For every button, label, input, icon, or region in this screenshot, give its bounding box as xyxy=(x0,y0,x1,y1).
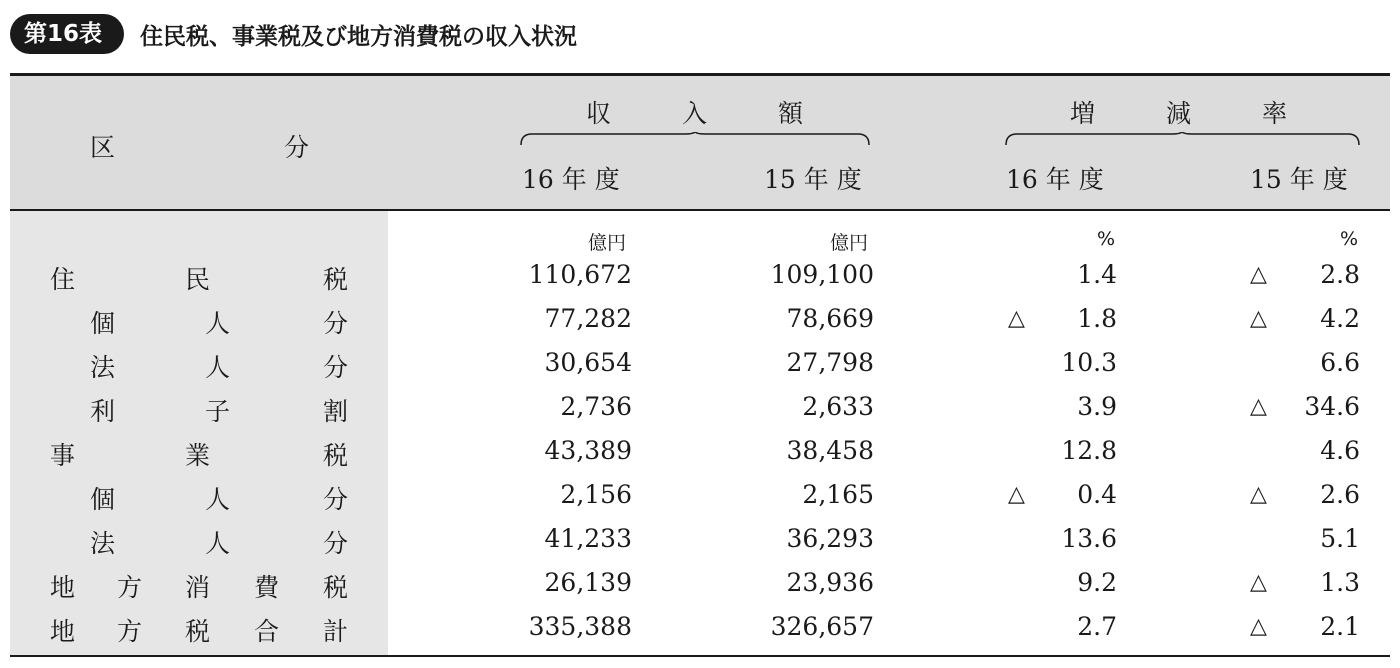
amount-16-cell: 77,282 xyxy=(544,304,632,333)
row-label-char: 方 xyxy=(117,573,143,602)
header-amount-char-2: 入 xyxy=(682,99,708,128)
decrease-marker: △ xyxy=(1250,614,1267,639)
rate-16-cell: 1.4 xyxy=(1077,260,1117,289)
row-label-char: 法 xyxy=(90,353,116,382)
row-label-char: 地 xyxy=(50,617,76,646)
row-label-char: 計 xyxy=(323,617,349,646)
rate-15-cell: 1.3 xyxy=(1320,568,1360,597)
row-label-char: 住 xyxy=(50,265,76,294)
row-label-char: 分 xyxy=(323,309,349,338)
rate-group-brace xyxy=(1005,132,1360,146)
unit-rate-15: % xyxy=(1340,228,1359,250)
amount-16-cell: 41,233 xyxy=(544,524,632,553)
row-label-char: 消 xyxy=(185,573,211,602)
rate-15-cell: 4.6 xyxy=(1320,436,1360,465)
rate-16-cell: 3.9 xyxy=(1077,392,1117,421)
amount-15-cell: 78,669 xyxy=(786,304,874,333)
header-rate-char-3: 率 xyxy=(1262,99,1288,128)
row-label-char: 個 xyxy=(90,309,116,338)
rate-15-cell: 2.8 xyxy=(1320,260,1360,289)
row-label-char: 事 xyxy=(50,441,76,470)
row-label-char: 税 xyxy=(323,441,349,470)
amount-16-cell: 43,389 xyxy=(544,436,632,465)
table-row xyxy=(0,256,1400,300)
row-label-char: 人 xyxy=(205,353,231,382)
amount-15-cell: 36,293 xyxy=(786,524,874,553)
header-kubun-char-1: 区 xyxy=(90,133,116,162)
decrease-marker: △ xyxy=(1008,306,1025,331)
rate-16-cell: 0.4 xyxy=(1077,480,1117,509)
row-label-char: 費 xyxy=(254,573,280,602)
rate-16-cell: 12.8 xyxy=(1061,436,1117,465)
unit-amount-15: 億円 xyxy=(830,232,869,254)
unit-rate-16: % xyxy=(1097,228,1116,250)
table-title-bar xyxy=(10,12,577,56)
amount-group-brace xyxy=(520,132,870,146)
row-label-char: 分 xyxy=(323,529,349,558)
row-label-char: 合 xyxy=(254,617,280,646)
row-label-char: 地 xyxy=(50,573,76,602)
decrease-marker: △ xyxy=(1250,306,1267,331)
decrease-marker: △ xyxy=(1008,482,1025,507)
header-amount-15: 15 年 度 xyxy=(764,165,862,194)
row-label-char: 利 xyxy=(90,397,116,426)
unit-amount-16: 億円 xyxy=(588,232,627,254)
bottom-rule xyxy=(10,655,1390,657)
row-label-char: 人 xyxy=(205,309,231,338)
amount-15-cell: 2,633 xyxy=(802,392,874,421)
amount-15-cell: 27,798 xyxy=(786,348,874,377)
table-row xyxy=(0,564,1400,608)
rate-15-cell: 4.2 xyxy=(1320,304,1360,333)
row-label-char: 子 xyxy=(205,397,231,426)
decrease-marker: △ xyxy=(1250,262,1267,287)
table-row xyxy=(0,388,1400,432)
table-row xyxy=(0,432,1400,476)
decrease-marker: △ xyxy=(1250,570,1267,595)
amount-16-cell: 2,156 xyxy=(560,480,632,509)
row-label-char: 人 xyxy=(205,485,231,514)
row-label-char: 税 xyxy=(323,573,349,602)
rate-15-cell: 2.6 xyxy=(1320,480,1360,509)
header-rate-16: 16 年 度 xyxy=(1006,165,1104,194)
amount-16-cell: 2,736 xyxy=(560,392,632,421)
row-label-char: 個 xyxy=(90,485,116,514)
amount-15-cell: 23,936 xyxy=(786,568,874,597)
amount-16-cell: 110,672 xyxy=(528,260,632,289)
row-label-char: 分 xyxy=(323,353,349,382)
header-amount-char-1: 収 xyxy=(586,99,612,128)
header-rate-char-2: 減 xyxy=(1166,99,1192,128)
table-number-badge: 第16表 xyxy=(10,14,124,54)
rate-15-cell: 34.6 xyxy=(1304,392,1360,421)
top-rule xyxy=(10,73,1390,76)
row-label-char: 民 xyxy=(185,265,211,294)
table-row xyxy=(0,344,1400,388)
table-row xyxy=(0,608,1400,652)
header-rate-char-1: 増 xyxy=(1070,99,1096,128)
row-label-char: 分 xyxy=(323,485,349,514)
amount-16-cell: 335,388 xyxy=(528,612,632,641)
table-row xyxy=(0,300,1400,344)
header-rate-15: 15 年 度 xyxy=(1250,165,1348,194)
table-row xyxy=(0,520,1400,564)
rate-15-cell: 2.1 xyxy=(1320,612,1360,641)
rate-15-cell: 6.6 xyxy=(1320,348,1360,377)
header-amount-16: 16 年 度 xyxy=(522,165,620,194)
amount-15-cell: 109,100 xyxy=(770,260,874,289)
table-title: 住民税、事業税及び地方消費税の収入状況 xyxy=(140,23,578,50)
row-label-char: 税 xyxy=(185,617,211,646)
row-label-char: 割 xyxy=(323,397,349,426)
header-amount-char-3: 額 xyxy=(778,99,804,128)
row-label-char: 人 xyxy=(205,529,231,558)
rate-16-cell: 9.2 xyxy=(1077,568,1117,597)
row-label-char: 業 xyxy=(185,441,211,470)
decrease-marker: △ xyxy=(1250,394,1267,419)
decrease-marker: △ xyxy=(1250,482,1267,507)
rate-15-cell: 5.1 xyxy=(1320,524,1360,553)
row-label-char: 方 xyxy=(117,617,143,646)
header-kubun-char-2: 分 xyxy=(284,133,310,162)
amount-15-cell: 38,458 xyxy=(786,436,874,465)
amount-16-cell: 26,139 xyxy=(544,568,632,597)
rate-16-cell: 13.6 xyxy=(1061,524,1117,553)
row-label-char: 法 xyxy=(90,529,116,558)
amount-15-cell: 326,657 xyxy=(770,612,874,641)
amount-16-cell: 30,654 xyxy=(544,348,632,377)
amount-15-cell: 2,165 xyxy=(802,480,874,509)
row-label-char: 税 xyxy=(323,265,349,294)
rate-16-cell: 10.3 xyxy=(1061,348,1117,377)
table-row xyxy=(0,476,1400,520)
rate-16-cell: 1.8 xyxy=(1077,304,1117,333)
rate-16-cell: 2.7 xyxy=(1077,612,1117,641)
